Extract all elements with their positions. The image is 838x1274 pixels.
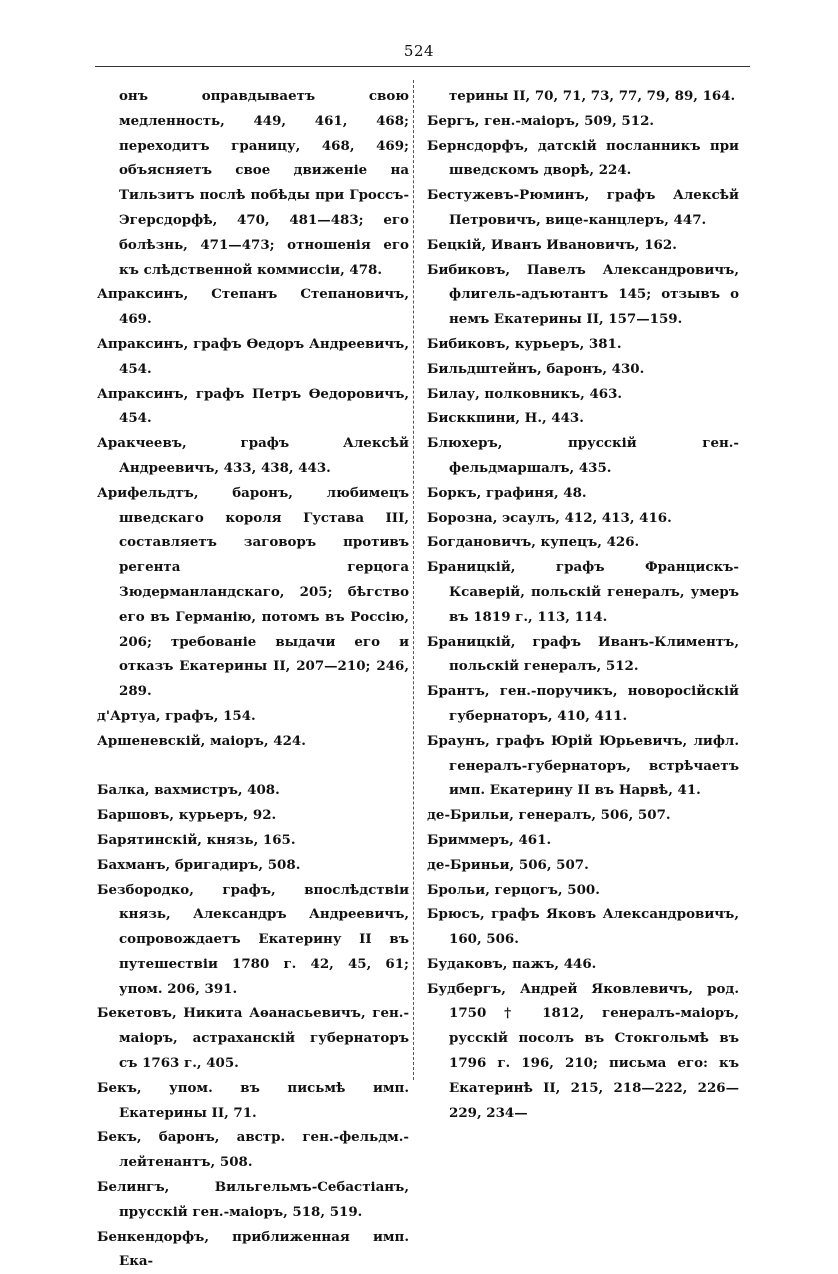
index-entry-text: маіоръ, 424.: [205, 732, 306, 749]
index-entry-headword: Белингъ,: [97, 1179, 170, 1196]
index-entry: [97, 382, 409, 432]
index-entry-text: князь, 165.: [201, 831, 296, 848]
index-entry: [427, 134, 739, 184]
index-entry-headword: де-Бриньи,: [427, 856, 515, 873]
index-entry-text: Иванъ Ивановичъ, 162.: [486, 236, 677, 253]
index-entry-headword: Браунъ,: [427, 732, 490, 749]
index-entry-text: курьеръ, 92.: [174, 807, 277, 824]
index-entry-headword: Бестужевъ-Рюминъ,: [427, 187, 590, 204]
index-entry: [97, 1175, 409, 1225]
index-entry: [427, 382, 739, 407]
index-entry: [427, 183, 739, 233]
index-entry: [427, 332, 739, 357]
index-entry: [97, 431, 409, 481]
index-entry-text: герцогъ, 500.: [489, 881, 600, 898]
index-entry-text: Никита Аѳанасьевичъ, ген.-маіоръ, астраханскій губернаторъ съ 1763 г., 405.: [119, 1005, 409, 1072]
index-entry-text: 461.: [513, 831, 552, 848]
index-entry-headword: Бибиковъ,: [427, 335, 511, 352]
index-entry: [97, 729, 409, 754]
index-entry-text: графъ Петръ Ѳедоровичъ, 454.: [119, 385, 409, 427]
index-entry: [97, 481, 409, 704]
index-entry-text: графъ Алексѣй Андреевичъ, 433, 438, 443.: [119, 435, 409, 476]
index-column-right: [427, 84, 739, 1125]
index-entry-headword: де-Брильи,: [427, 807, 514, 824]
index-entry-text: курьеръ, 381.: [510, 335, 622, 352]
index-entry-text: графъ Ѳедоръ Андреевичъ, 454.: [119, 335, 409, 377]
index-entry-headword: Бецкій,: [427, 236, 487, 253]
index-entry: [97, 878, 409, 1002]
index-entry-headword: Бахманъ,: [97, 856, 171, 873]
index-entry: [427, 481, 739, 506]
index-entry-text: графъ Францискъ-Ксаверій, польскій генералъ, умеръ въ 1819 г., 113, 114.: [449, 559, 739, 625]
index-entry-text: эсаулъ, 412, 413, 416.: [497, 509, 672, 526]
index-entry-text: терины II, 70, 71, 73, 77, 79, 89, 164.: [449, 88, 736, 104]
index-entry-headword: Бисккпини,: [427, 410, 520, 427]
index-entry-headword: Бриммеръ,: [427, 831, 514, 848]
index-entry: [97, 828, 409, 853]
index-entry-headword: Бернсдорфъ,: [427, 137, 529, 154]
index-entry-text: графъ, впослѣдствіи князь, Александръ Андреевичъ, сопровождаетъ Екатерину II въ путешествіи 1780 г. 42, 45, 61; упом. 206, 391.: [119, 881, 409, 997]
index-entry: [427, 431, 739, 481]
index-entry-text: ген.-маіоръ, 509, 512.: [479, 112, 655, 129]
index-entry: [427, 233, 739, 258]
index-entry: [427, 555, 739, 629]
index-entry-headword: Билау,: [427, 385, 480, 402]
index-entry-headword: Брольи,: [427, 881, 490, 898]
index-entry-text: графъ Иванъ-Климентъ, польскій генералъ, 512.: [449, 633, 739, 675]
index-entry-text: упом. въ письмѣ имп. Екатерины II, 71.: [119, 1079, 409, 1121]
index-entry-headword: Балка,: [97, 782, 150, 799]
index-entry-headword: Бенкендорфъ,: [97, 1228, 209, 1245]
index-entry: [427, 258, 739, 332]
index-entry-text: графъ Яковъ Александровичъ, 160, 506.: [449, 906, 739, 948]
index-entry: [427, 357, 739, 382]
header-rule: [95, 66, 750, 67]
index-entry: [427, 902, 739, 952]
index-entry: [427, 109, 739, 134]
index-entry: [427, 952, 739, 977]
index-entry: [97, 1001, 409, 1075]
index-entry: [427, 506, 739, 531]
index-entry-text: датскій посланникъ при шведскомъ дворѣ, 224.: [449, 137, 739, 179]
index-entry-headword: Апраксинъ,: [97, 286, 189, 303]
index-entry: [427, 630, 739, 680]
index-entry: [427, 729, 739, 803]
index-entry-text: Вильгельмъ-Себастіанъ, прусскій ген.-маіоръ, 518, 519.: [119, 1179, 409, 1220]
section-gap: [97, 754, 409, 779]
index-entry-text: Андрей Яковлевичъ, род. 1750 † 1812, генералъ-маіоръ, русскій посолъ въ Стокгольмѣ въ 1796 г. 196, 210; письма его: къ Екатеринѣ II, 215, 218—222, 226—229, 234—: [449, 980, 739, 1121]
index-entry: [97, 778, 409, 803]
index-entry-headword: Бекъ,: [97, 1079, 142, 1096]
index-entry-text: баронъ, австр. ген.-фельдм.-лейтенантъ, 508.: [119, 1129, 409, 1171]
index-entry-text: купецъ, 426.: [535, 534, 640, 551]
index-entry-headword: Безбородко,: [97, 881, 194, 898]
index-entry: [97, 1125, 409, 1175]
index-entry-headword: Бекетовъ,: [97, 1005, 177, 1022]
index-entry-headword: Богдановичъ,: [427, 534, 536, 551]
index-entry-headword: Браницкій,: [427, 559, 516, 576]
index-entry: [97, 704, 409, 729]
index-entry: [427, 679, 739, 729]
index-entry-headword: Бибиковъ,: [427, 261, 511, 278]
index-entry-headword: Будбергъ,: [427, 980, 506, 997]
index-entry-headword: Боркъ,: [427, 484, 482, 501]
index-entry-headword: Арифельдтъ,: [97, 484, 199, 501]
index-entry-text: баронъ, 430.: [541, 360, 645, 377]
index-entry-text: 506, 507.: [514, 856, 589, 873]
index-entry-headword: Бильдштейнъ,: [427, 360, 542, 377]
index-entry-headword: Барятинскій,: [97, 831, 202, 848]
index-entry-text: прусскій ген.-фельдмаршалъ, 435.: [449, 435, 739, 476]
page-number: 524: [403, 42, 435, 60]
index-entry-headword: Апраксинъ,: [97, 335, 189, 352]
index-entry-text: графиня, 48.: [481, 484, 587, 501]
index-entry-continuation: [427, 84, 739, 109]
index-entry-text: Степанъ Степановичъ, 469.: [119, 286, 409, 328]
index-entry-headword: Браницкій,: [427, 633, 516, 650]
index-entry-text: графъ, 154.: [160, 707, 256, 724]
index-entry-text: ген.-поручикъ, новоросійскій губернаторъ, 410, 411.: [449, 683, 739, 724]
index-entry-headword: Аршеневскій,: [97, 732, 206, 749]
index-entry: [427, 878, 739, 903]
index-entry-text: вахмистръ, 408.: [149, 782, 280, 799]
index-entry-text: генералъ, 506, 507.: [513, 807, 671, 824]
index-entry: [427, 828, 739, 853]
column-divider: [413, 80, 414, 1080]
index-entry: [97, 1076, 409, 1126]
index-entry-headword: Аракчеевъ,: [97, 435, 187, 452]
index-entry-text: полковникъ, 463.: [479, 385, 623, 402]
index-entry: [97, 332, 409, 382]
index-entry: [97, 282, 409, 332]
index-entry-text: бригадиръ, 508.: [170, 856, 301, 873]
index-entry-continuation: [97, 84, 409, 282]
index-entry-headword: Борозна,: [427, 509, 498, 526]
index-entry: [427, 530, 739, 555]
index-entry-text: пажъ, 446.: [507, 955, 597, 972]
index-entry: [427, 853, 739, 878]
index-entry: [427, 406, 739, 431]
index-entry-text: графъ Юрій Юрьевичъ, лифл. генералъ-губернаторъ, встрѣчаетъ имп. Екатерину II въ Нарвѣ, 41.: [449, 732, 739, 799]
index-entry-text: графъ Алексѣй Петровичъ, вице-канцлеръ, 447.: [449, 187, 739, 228]
index-entry-headword: Бекъ,: [97, 1129, 142, 1146]
index-entry-headword: Апраксинъ,: [97, 385, 189, 402]
index-entry-headword: Брюсъ,: [427, 906, 485, 923]
index-entry: [97, 1225, 409, 1274]
index-entry-headword: д'Артуа,: [97, 707, 161, 724]
index-entry-headword: Блюхеръ,: [427, 435, 503, 452]
index-entry: [427, 977, 739, 1126]
index-entry-text: баронъ, любимецъ шведскаго короля Густава III, составляетъ заговоръ противъ регента герцога Зюдерманландскаго, 205; бѣгство его въ Германію, потомъ въ Россію, 206; требованіе выдачи его и отказъ Екатерины II, 207—210; 246, 289.: [119, 484, 409, 700]
index-entry-text: приближенная имп. Ека-: [119, 1228, 409, 1270]
index-column-left: [97, 84, 409, 1274]
index-entry-text: онъ оправдываетъ свою медленность, 449, 461, 468; переходитъ границу, 468, 469; объясняетъ свое движеніе на Тильзитъ послѣ побѣды при Гроссъ-Эгерсдорфѣ, 470, 481—483; его болѣзнь, 471—473; отношенія его къ слѣдственной коммиссіи, 478.: [119, 88, 409, 278]
index-entry: [97, 853, 409, 878]
index-entry-headword: Брантъ,: [427, 683, 490, 700]
index-entry: [97, 803, 409, 828]
index-entry-text: Павелъ Александровичъ, флигель-адъютантъ 145; отзывъ о немъ Екатерины II, 157—159.: [449, 261, 739, 328]
index-entry-headword: Будаковъ,: [427, 955, 508, 972]
index-entry-text: Н., 443.: [520, 410, 584, 427]
index-entry: [427, 803, 739, 828]
index-entry-headword: Баршовъ,: [97, 807, 175, 824]
index-entry-headword: Бергъ,: [427, 112, 480, 129]
